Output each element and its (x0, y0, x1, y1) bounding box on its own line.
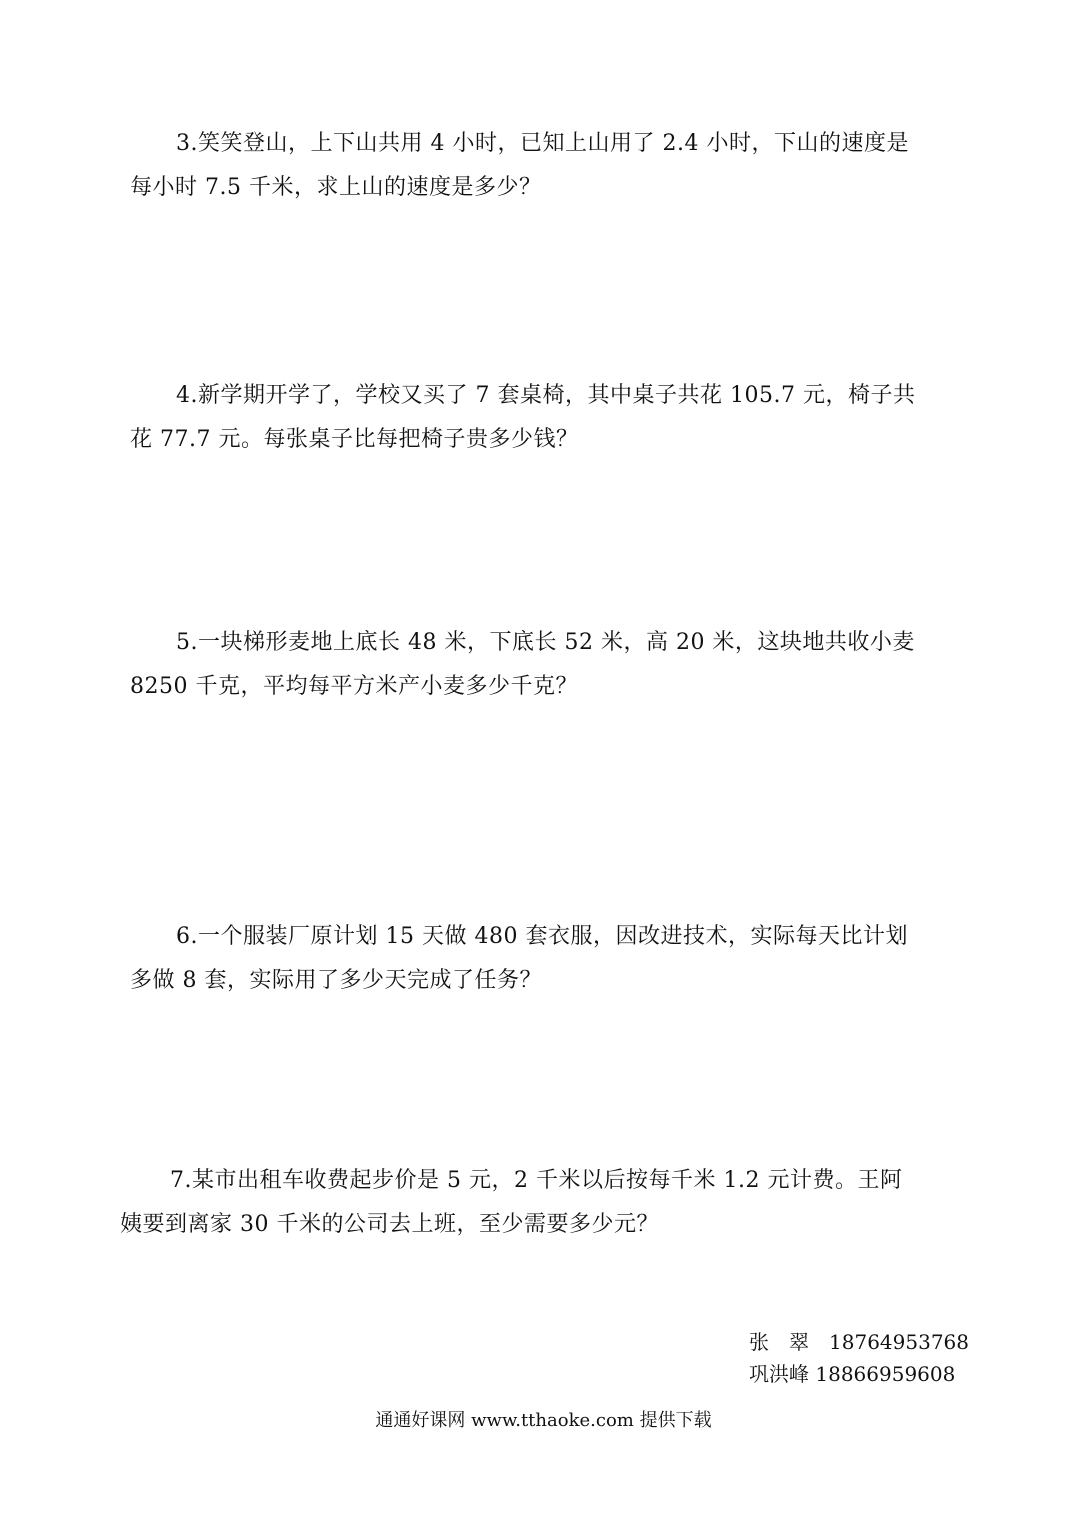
problem-6-line-2: 多做 8 套，实际用了多少天完成了任务？ (130, 968, 542, 993)
problem-6 (130, 915, 970, 1003)
footer-credit: 通通好课网 www.tthaoke.com 提供下载 (375, 1410, 712, 1431)
problem-3 (130, 122, 970, 210)
contact-row (749, 1358, 969, 1390)
contact-name: 巩洪峰 (749, 1362, 810, 1386)
problem-6-line-1: 6.一个服装厂原计划 15 天做 480 套衣服，因改进技术，实际每天比计划 (176, 924, 908, 949)
problem-4-line-2: 花 77.7 元。每张桌子比每把椅子贵多少钱？ (130, 427, 579, 452)
problem-3-line-1: 3.笑笑登山，上下山共用 4 小时，已知上山用了 2.4 小时，下山的速度是 (176, 131, 909, 156)
problem-5-line-2: 8250 千克，平均每平方米产小麦多少千克？ (130, 674, 578, 699)
problem-7-line-1: 7.某市出租车收费起步价是 5 元，2 千米以后按每千米 1.2 元计费。王阿 (170, 1168, 903, 1193)
problem-4 (130, 374, 970, 462)
problem-7-line-2: 姨要到离家 30 千米的公司去上班，至少需要多少元？ (120, 1212, 659, 1237)
contact-phone: 18866959608 (815, 1362, 956, 1386)
contact-row (749, 1326, 969, 1358)
problem-3-line-2: 每小时 7.5 千米，求上山的速度是多少？ (130, 175, 542, 200)
contact-info (749, 1326, 969, 1390)
problem-5-line-1: 5.一块梯形麦地上底长 48 米，下底长 52 米，高 20 米，这块地共收小麦 (176, 630, 915, 655)
problem-7 (120, 1159, 970, 1247)
contact-name: 张翠 (749, 1330, 830, 1354)
problem-4-line-1: 4.新学期开学了，学校又买了 7 套桌椅，其中桌子共花 105.7 元，椅子共 (176, 383, 916, 408)
problem-5 (130, 621, 970, 709)
contact-phone: 18764953768 (829, 1330, 969, 1354)
